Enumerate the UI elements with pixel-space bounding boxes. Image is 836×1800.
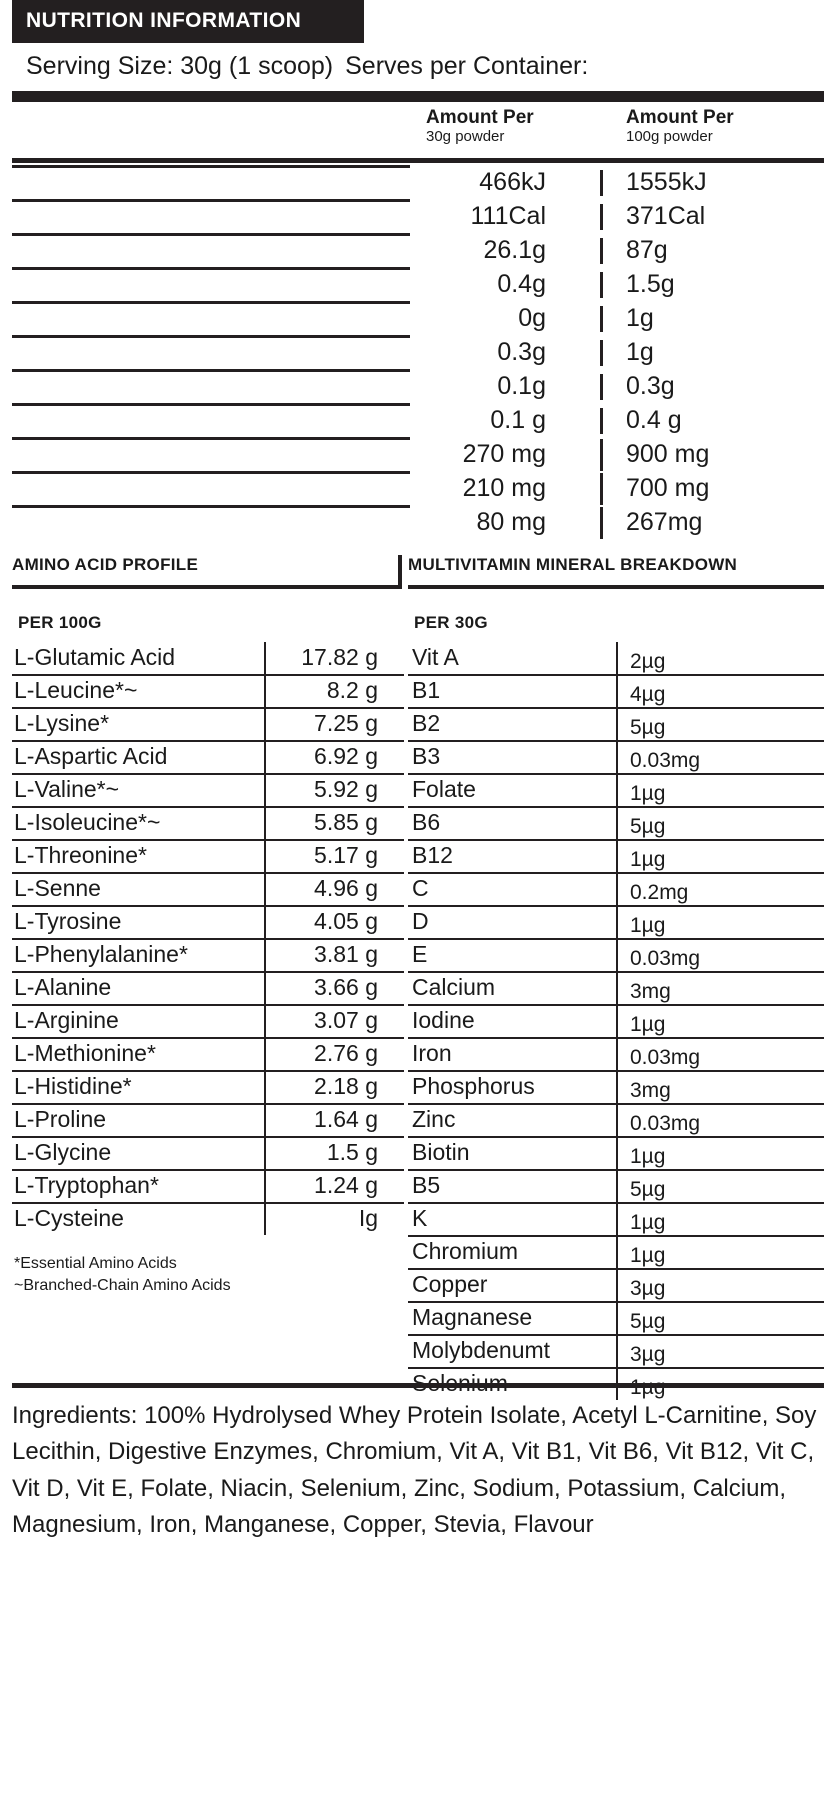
amino-acid-section-header: AMINO ACID PROFILE: [12, 555, 199, 574]
value-divider: [616, 675, 618, 707]
value-divider: [616, 1071, 618, 1103]
nutrient-label-rule: [12, 199, 410, 202]
item-name: B6: [412, 809, 441, 835]
column-divider: [600, 408, 603, 434]
item-value: 3µg: [630, 1277, 666, 1300]
item-name: Molybdenumt: [412, 1337, 551, 1363]
item-value: 0.03mg: [630, 749, 701, 772]
row-rule: [12, 1103, 404, 1105]
value-divider: [264, 1104, 266, 1136]
list-item: [408, 1070, 824, 1103]
value-divider: [264, 642, 266, 674]
value-divider: [616, 972, 618, 1004]
value-per-30g: 0.3g: [497, 338, 546, 366]
ingredients-text: Ingredients: 100% Hydrolysed Whey Protein Isolate, Acetyl L-Carnitine, Soy Lecithin, Digestive Enzymes, Chromium, Vit A, Vit B1, Vit B6, Vit B12, Vit C, Vit D, Vit E, Folate, Niacin, Selenium, Zinc, Sodium, Potassium, Calcium, Magnesium, Iron, Manganese, Copper, Stevia, Flavour: [12, 1402, 817, 1539]
item-value: 3.81 g: [314, 941, 378, 967]
list-item: [12, 1037, 404, 1070]
value-per-30g: 466kJ: [479, 168, 546, 196]
nutrient-row: [12, 267, 824, 301]
list-item: [408, 740, 824, 773]
row-rule: [12, 971, 404, 973]
column-divider: [600, 204, 603, 230]
list-item: [408, 938, 824, 971]
value-divider: [264, 708, 266, 740]
row-rule: [12, 938, 404, 940]
row-rule: [12, 1169, 404, 1171]
item-value: 7.25 g: [314, 710, 378, 736]
value-divider: [616, 1335, 618, 1367]
list-item: [12, 1070, 404, 1103]
item-name: L-Phenylalanine*: [14, 941, 188, 967]
value-divider: [264, 1137, 266, 1169]
list-item: [12, 707, 404, 740]
value-divider: [264, 906, 266, 938]
serving-row: [12, 43, 824, 87]
value-per-30g: 0.1 g: [490, 406, 546, 434]
amount-per-100g-title: Amount Per: [626, 107, 734, 128]
list-item: [12, 773, 404, 806]
nutrient-row: [12, 199, 824, 233]
item-value: 1.5 g: [326, 1139, 378, 1165]
value-per-100g: 0.4 g: [626, 406, 682, 434]
list-item: [408, 1202, 824, 1235]
row-rule: [12, 773, 404, 775]
amount-per-30g-sub: 30g powder: [426, 127, 505, 145]
item-value: 1µg: [630, 914, 666, 937]
list-item: [408, 839, 824, 872]
amount-per-30g-title: Amount Per: [426, 107, 534, 128]
value-per-100g: 0.3g: [626, 372, 675, 400]
multivitamin-per-label: PER 30G: [414, 613, 488, 632]
value-divider: [616, 1005, 618, 1037]
value-divider: [616, 906, 618, 938]
value-per-100g: 1g: [626, 304, 654, 332]
value-per-30g: 270 mg: [462, 440, 546, 468]
item-value: 17.82 g: [301, 644, 378, 670]
column-divider: [600, 170, 603, 196]
amount-per-100g-header: [626, 108, 734, 145]
value-divider: [264, 675, 266, 707]
multivitamin-section-rule: [408, 585, 824, 589]
value-per-100g: 87g: [626, 236, 668, 264]
nutrient-label-rule: [12, 165, 410, 168]
list-item: [12, 1169, 404, 1202]
value-divider: [616, 642, 618, 674]
item-value: 2µg: [630, 650, 666, 673]
item-name: B2: [412, 710, 441, 736]
list-item: [408, 971, 824, 1004]
value-per-100g: 371Cal: [626, 202, 706, 230]
serving-size-label: Serving Size: 30g (1 scoop): [26, 52, 334, 80]
list-item: [408, 674, 824, 707]
value-per-30g: 0g: [518, 304, 546, 332]
item-name: L-Arginine: [14, 1007, 119, 1033]
list-item: [408, 1268, 824, 1301]
list-item: [12, 806, 404, 839]
section-headers: [12, 555, 824, 607]
value-divider: [264, 1005, 266, 1037]
list-item: [12, 938, 404, 971]
value-divider: [616, 1104, 618, 1136]
page-title: NUTRITION INFORMATION: [12, 0, 364, 43]
item-name: L-Aspartic Acid: [14, 743, 168, 769]
item-value: 5.85 g: [314, 809, 378, 835]
row-rule: [12, 1070, 404, 1072]
column-divider: [600, 507, 603, 539]
item-name: L-Methionine*: [14, 1040, 156, 1066]
nutrient-label-rule: [12, 233, 410, 236]
amino-section-rule: [12, 585, 402, 589]
value-per-100g: 900 mg: [626, 440, 710, 468]
item-name: L-Tryptophan*: [14, 1172, 159, 1198]
footnote-essential: *Essential Amino Acids: [14, 1255, 177, 1272]
item-name: L-Glutamic Acid: [14, 644, 176, 670]
amino-section-vertical-rule: [398, 555, 402, 587]
value-divider: [264, 1203, 266, 1235]
list-item: [408, 1136, 824, 1169]
item-name: Magnanese: [412, 1304, 533, 1330]
item-name: L-Isoleucine*~: [14, 809, 161, 835]
value-per-100g: 1g: [626, 338, 654, 366]
item-name: Copper: [412, 1271, 488, 1297]
nutrition-panel: [12, 0, 824, 1406]
value-per-30g: 80 mg: [476, 508, 546, 536]
item-name: L-Lysine*: [14, 710, 110, 736]
value-divider: [616, 1203, 618, 1235]
list-item: [408, 1235, 824, 1268]
item-name: C: [412, 875, 429, 901]
nutrient-row: [12, 335, 824, 369]
value-divider: [264, 741, 266, 773]
list-item: [408, 1169, 824, 1202]
list-item: [408, 641, 824, 674]
value-divider: [264, 972, 266, 1004]
value-per-30g: 26.1g: [483, 236, 546, 264]
multivitamin-section-header: MULTIVITAMIN MINERAL BREAKDOWN: [408, 555, 738, 574]
item-name: L-Glycine: [14, 1139, 112, 1165]
item-name: L-Senne: [14, 875, 101, 901]
list-item: [408, 773, 824, 806]
profile-lists: [12, 607, 824, 1406]
amount-per-30g-header: [426, 108, 534, 145]
item-name: Folate: [412, 776, 476, 802]
item-name: E: [412, 941, 428, 967]
item-value: 8.2 g: [326, 677, 378, 703]
column-divider: [600, 439, 603, 471]
value-divider: [264, 939, 266, 971]
item-value: 1µg: [630, 782, 666, 805]
item-value: 0.03mg: [630, 947, 701, 970]
list-item: [12, 872, 404, 905]
item-name: D: [412, 908, 429, 934]
ingredients-block: [12, 1383, 824, 1544]
nutrient-label-rule: [12, 471, 410, 474]
nutrient-label-rule: [12, 301, 410, 304]
list-item: [408, 1334, 824, 1367]
nutrient-label-rule: [12, 335, 410, 338]
item-value: Ig: [358, 1205, 378, 1231]
item-name: K: [412, 1205, 428, 1231]
nutrient-row: [12, 165, 824, 199]
list-item: [12, 641, 404, 674]
item-value: 0.2mg: [630, 881, 689, 904]
item-value: 2.18 g: [314, 1073, 378, 1099]
item-value: 2.76 g: [314, 1040, 378, 1066]
row-rule: [12, 905, 404, 907]
item-value: 4.05 g: [314, 908, 378, 934]
footnote-bcaa: ~Branched-Chain Amino Acids: [14, 1276, 231, 1294]
item-name: L-Leucine*~: [14, 677, 138, 703]
item-value: 3mg: [630, 980, 671, 1003]
nutrient-label-rule: [12, 437, 410, 440]
column-divider: [600, 238, 603, 264]
value-divider: [616, 1170, 618, 1202]
item-value: 1µg: [630, 1244, 666, 1267]
list-item: [408, 872, 824, 905]
value-divider: [616, 1038, 618, 1070]
list-item: [408, 1301, 824, 1334]
nutrient-row: [12, 437, 824, 471]
value-divider: [264, 1038, 266, 1070]
list-item: [408, 707, 824, 740]
multivitamin-list: [408, 607, 824, 1400]
row-rule: [12, 839, 404, 841]
value-divider: [616, 741, 618, 773]
nutrient-row: [12, 369, 824, 403]
list-item: [12, 971, 404, 1004]
row-rule: [12, 740, 404, 742]
nutrient-row: [12, 505, 824, 539]
item-name: Chromium: [412, 1238, 519, 1264]
row-rule: [12, 806, 404, 808]
column-divider: [600, 473, 603, 505]
column-divider: [600, 306, 603, 332]
row-rule: [12, 1202, 404, 1204]
item-value: 0.03mg: [630, 1046, 701, 1069]
row-rule: [12, 1004, 404, 1006]
list-item: [12, 905, 404, 938]
nutrient-label-rule: [12, 267, 410, 270]
item-value: 3µg: [630, 1343, 666, 1366]
value-per-100g: 700 mg: [626, 474, 710, 502]
amount-per-headers: [12, 102, 824, 158]
item-name: Calcium: [412, 974, 496, 1000]
row-rule: [12, 707, 404, 709]
item-value: 3mg: [630, 1079, 671, 1102]
list-item: [12, 1202, 404, 1235]
row-rule: [12, 674, 404, 676]
amino-footnotes: [14, 1253, 231, 1296]
amino-acid-list: [12, 607, 404, 1294]
list-item: [12, 740, 404, 773]
nutrient-row: [12, 403, 824, 437]
column-divider: [600, 272, 603, 298]
value-divider: [616, 873, 618, 905]
item-name: L-Tyrosine: [14, 908, 122, 934]
divider-thin-under-headers: [12, 158, 824, 163]
item-name: Phosphorus: [412, 1073, 535, 1099]
list-item: [12, 1004, 404, 1037]
value-per-100g: 1555kJ: [626, 168, 707, 196]
item-name: B5: [412, 1172, 441, 1198]
column-divider: [600, 340, 603, 366]
value-divider: [616, 807, 618, 839]
value-divider: [616, 1236, 618, 1268]
value-per-30g: 0.1g: [497, 372, 546, 400]
item-name: Biotin: [412, 1139, 470, 1165]
value-per-30g: 210 mg: [462, 474, 546, 502]
item-value: 1µg: [630, 848, 666, 871]
nutrient-row: [12, 233, 824, 267]
item-name: B3: [412, 743, 441, 769]
value-per-100g: 267mg: [626, 508, 703, 536]
item-value: 3.07 g: [314, 1007, 378, 1033]
item-name: L-Proline: [14, 1106, 107, 1132]
value-divider: [616, 708, 618, 740]
item-value: 3.66 g: [314, 974, 378, 1000]
item-value: 1µg: [630, 1145, 666, 1168]
list-item: [12, 839, 404, 872]
item-value: 1µg: [630, 1211, 666, 1234]
item-name: B12: [412, 842, 453, 868]
list-item: [408, 806, 824, 839]
nutrient-label-rule: [12, 369, 410, 372]
row-rule: [12, 1037, 404, 1039]
item-value: 5.17 g: [314, 842, 378, 868]
item-name: Iron: [412, 1040, 452, 1066]
item-name: L-Histidine*: [14, 1073, 132, 1099]
item-value: 5µg: [630, 716, 666, 739]
item-name: L-Valine*~: [14, 776, 120, 802]
item-name: Iodine: [412, 1007, 475, 1033]
item-value: 6.92 g: [314, 743, 378, 769]
value-divider: [264, 1170, 266, 1202]
row-rule: [12, 1136, 404, 1138]
list-item: [408, 1004, 824, 1037]
item-value: 5µg: [630, 1178, 666, 1201]
item-value: 4.96 g: [314, 875, 378, 901]
value-divider: [264, 840, 266, 872]
item-value: 1µg: [630, 1013, 666, 1036]
item-value: 4µg: [630, 683, 666, 706]
list-item: [408, 1103, 824, 1136]
list-item: [408, 905, 824, 938]
value-per-30g: 111Cal: [470, 202, 546, 230]
item-value: 5µg: [630, 815, 666, 838]
nutrient-label-rule: [12, 403, 410, 406]
row-rule: [12, 872, 404, 874]
item-name: Zinc: [412, 1106, 456, 1132]
list-item: [12, 1103, 404, 1136]
nutrient-row: [12, 471, 824, 505]
item-name: L-Threonine*: [14, 842, 147, 868]
nutrient-label-rule: [12, 505, 410, 508]
nutrient-table: [12, 165, 824, 539]
value-divider: [616, 774, 618, 806]
value-per-100g: 1.5g: [626, 270, 675, 298]
value-divider: [616, 1302, 618, 1334]
list-item: [12, 1136, 404, 1169]
item-value: 5µg: [630, 1310, 666, 1333]
item-value: 0.03mg: [630, 1112, 701, 1135]
item-value: 1.24 g: [314, 1172, 378, 1198]
value-divider: [264, 807, 266, 839]
amount-per-100g-sub: 100g powder: [626, 127, 713, 145]
item-name: L-Alanine: [14, 974, 112, 1000]
item-value: 1.64 g: [314, 1106, 378, 1132]
item-name: Vit A: [412, 644, 459, 670]
item-name: L-Cysteine: [14, 1205, 124, 1231]
value-divider: [264, 873, 266, 905]
value-divider: [616, 1269, 618, 1301]
list-item: [12, 674, 404, 707]
serves-per-container-label: Serves per Container:: [345, 52, 589, 80]
nutrient-row: [12, 301, 824, 335]
amino-per-label: PER 100G: [18, 613, 102, 632]
divider-thick-top: [12, 91, 824, 102]
value-divider: [616, 939, 618, 971]
value-divider: [264, 774, 266, 806]
value-divider: [264, 1071, 266, 1103]
value-per-30g: 0.4g: [497, 270, 546, 298]
column-divider: [600, 374, 603, 400]
list-item: [408, 1037, 824, 1070]
value-divider: [616, 840, 618, 872]
value-divider: [616, 1137, 618, 1169]
item-value: 5.92 g: [314, 776, 378, 802]
item-name: B1: [412, 677, 441, 703]
